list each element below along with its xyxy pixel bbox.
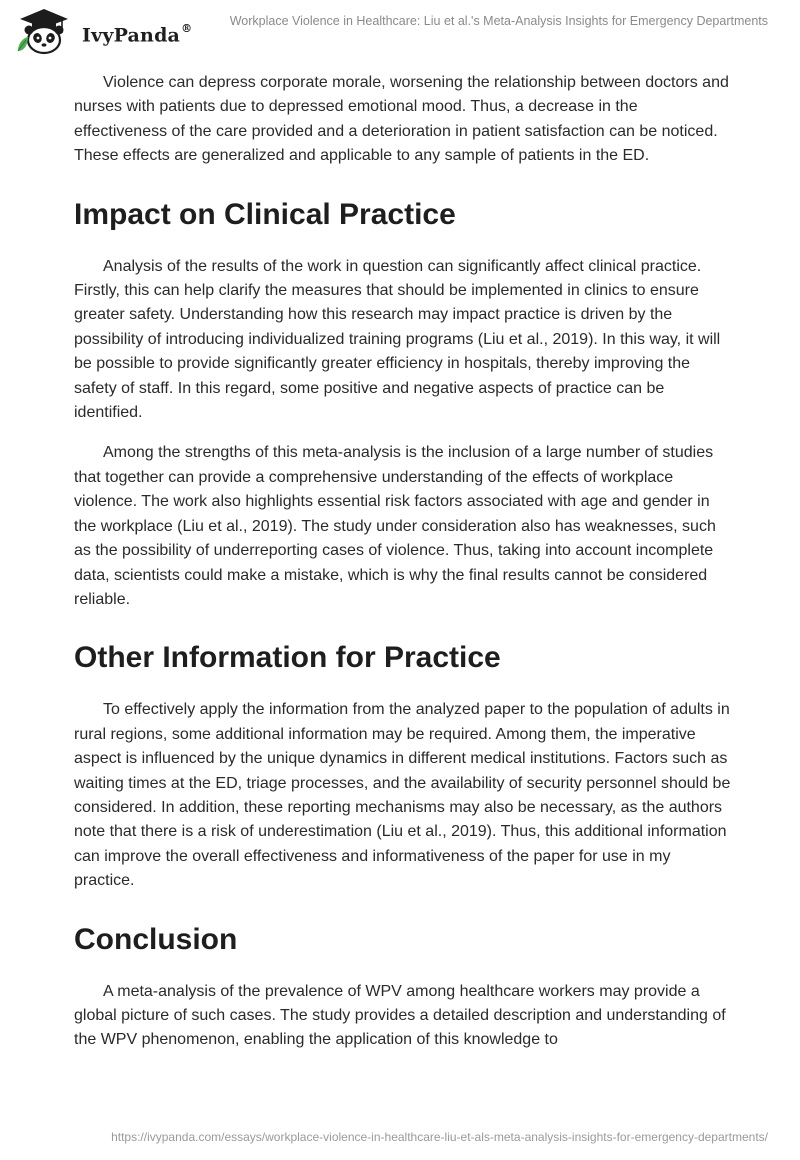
- section-heading-conclusion: Conclusion: [74, 922, 238, 956]
- essay-body: [74, 71, 734, 1053]
- panda-graduate-icon: [14, 7, 76, 55]
- section-heading-other-info: Other Information for Practice: [74, 641, 501, 675]
- page-header: [0, 0, 800, 60]
- paragraph-impact-2: Among the strengths of this meta-analysis is the inclusion of a large number of studies that together can provide a comprehensive understanding of the effects of workplace violence. The work also highlights essential risk factors associated with age and gender in the workplace (Liu et al., 2019). The study under consideration also has weaknesses, such as the possibility of underreporting cases of violence. Thus, taking into account incomplete data, scientists could make a mistake, which is why the final results cannot be considered reliable.: [74, 444, 716, 608]
- ivypanda-logo[interactable]: [14, 7, 204, 57]
- logo-wordmark: [82, 24, 192, 46]
- registered-mark: ®: [181, 22, 193, 35]
- section-heading-impact: Impact on Clinical Practice: [74, 197, 456, 231]
- paragraph-conclusion-1: A meta-analysis of the prevalence of WPV among healthcare workers may provide a global picture of such cases. The study provides a detailed description and understanding of the WPV phenomenon, enabling the application of this knowledge to: [74, 982, 726, 1049]
- paragraph-other-info-1: To effectively apply the information from the analyzed paper to the population of adults in rural regions, some additional information may be required. Among them, the imperative aspect is influenced by the unique dynamics in different medical institutions. Factors such as waiting times at the ED, triage processes, and the availability of security personnel should be considered. In addition, these reporting mechanisms may also be necessary, as the authors note that there is a risk of underestimation (Liu et al., 2019). Thus, this additional information can improve the overall effectiveness and informativeness of the paper for use in my practice.: [74, 701, 731, 890]
- document-title: Workplace Violence in Healthcare: Liu et al.'s Meta-Analysis Insights for Emergency Departments: [229, 14, 768, 28]
- footer-url-link[interactable]: https://ivypanda.com/essays/workplace-violence-in-healthcare-liu-et-als-meta-analysis-insights-for-emergency-departments/: [111, 1130, 768, 1144]
- logo-name: IvyPanda: [82, 24, 181, 47]
- paragraph-impact-1: Analysis of the results of the work in question can significantly affect clinical practice. Firstly, this can help clarify the measures that should be implemented in clinics to ensure greater safety. Understanding how this research may impact practice is driven by the possibility of introducing individualized training programs (Liu et al., 2019). In this way, it will be possible to provide significantly greater efficiency in hospitals, thereby improving the safety of staff. In this regard, some positive and negative aspects of practice can be identified.: [74, 257, 721, 422]
- intro-paragraph: Violence can depress corporate morale, worsening the relationship between doctors and nurses with patients due to depressed emotional mood. Thus, a decrease in the effectiveness of the care provided and a deterioration in patient satisfaction can be noticed. These effects are generalized and applicable to any sample of patients in the ED.: [74, 74, 729, 165]
